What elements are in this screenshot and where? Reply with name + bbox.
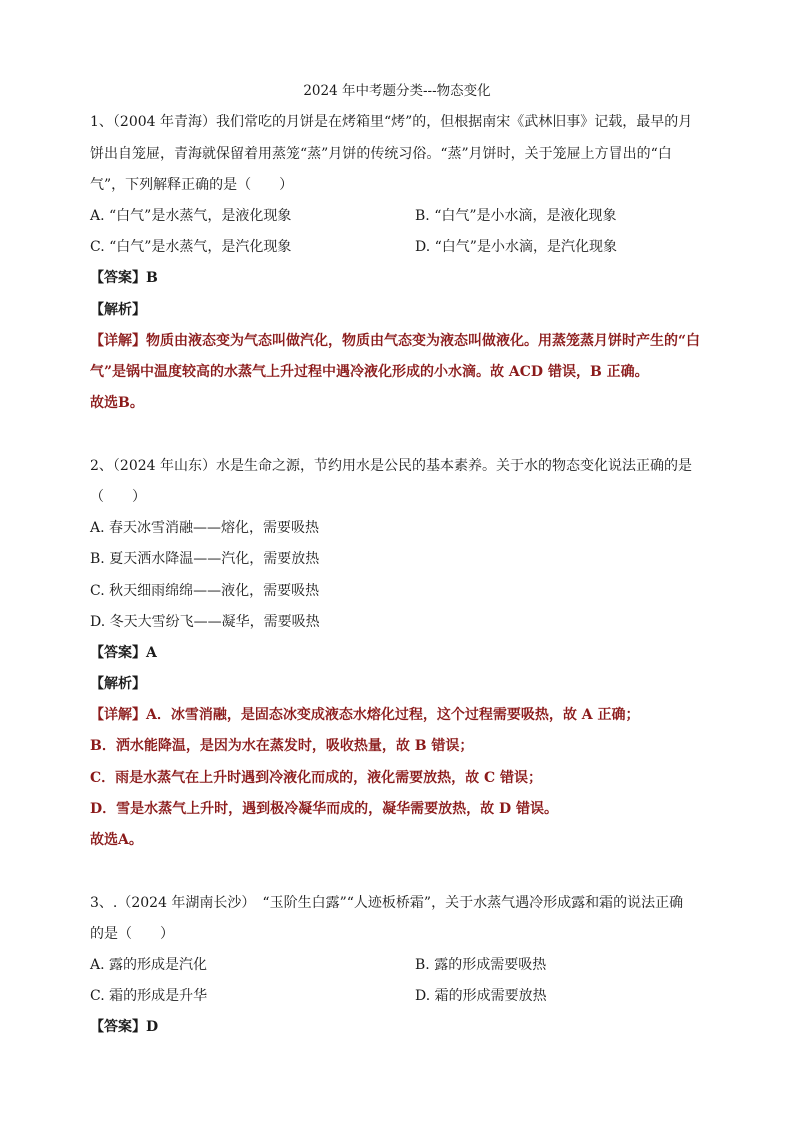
q3-option-c: C. 霜的形成是升华	[90, 988, 208, 1004]
q2-detail-line-4: D．雪是水蒸气上升时，遇到极冷凝华而成的，凝华需要放热，故 D 错误。	[90, 801, 559, 817]
q1-stem-line-3: 气”，下列解释正确的是（ ）	[90, 177, 294, 193]
q1-answer: 【答案】B	[90, 270, 158, 286]
q2-stem-line-1: 2、（2024 年山东）水是生命之源，节约用水是公民的基本素养。关于水的物态变化说法正确的是	[90, 458, 692, 474]
q1-analysis-label: 【解析】	[90, 302, 146, 318]
q1-option-d: D. “白气”是小水滴，是汽化现象	[415, 239, 617, 255]
q2-option-d: D. 冬天大雪纷飞——凝华，需要吸热	[90, 614, 320, 630]
page-title: 2024 年中考题分类---物态变化	[303, 83, 491, 99]
q1-choose: 故选B。	[90, 395, 144, 411]
q1-option-a: A. “白气”是水蒸气，是液化现象	[90, 208, 292, 224]
q2-option-b: B. 夏天洒水降温——汽化，需要放热	[90, 551, 320, 567]
q2-choose: 故选A。	[90, 832, 143, 848]
q2-option-a: A. 春天冰雪消融——熔化，需要吸热	[90, 520, 320, 536]
q3-option-a: A. 露的形成是汽化	[90, 957, 208, 973]
q2-detail-line-3: C．雨是水蒸气在上升时遇到冷液化而成的，液化需要放热，故 C 错误；	[90, 770, 543, 786]
q2-detail-line-2: B．洒水能降温，是因为水在蒸发时，吸收热量，故 B 错误；	[90, 738, 474, 754]
q1-option-b: B. “白气”是小水滴，是液化现象	[415, 208, 617, 224]
q3-option-d: D. 霜的形成需要放热	[415, 988, 547, 1004]
q3-stem-line-2: 的是（ ）	[90, 926, 174, 942]
q1-detail-line-2: 气”是锅中温度较高的水蒸气上升过程中遇冷液化形成的小水滴。故 ACD 错误，B 正确。	[90, 364, 649, 380]
q3-option-b: B. 露的形成需要吸热	[415, 957, 547, 973]
q1-option-c: C. “白气”是水蒸气，是汽化现象	[90, 239, 292, 255]
q1-detail-line-1: 【详解】物质由液态变为气态叫做汽化，物质由气态变为液态叫做液化。用蒸笼蒸月饼时产生的“白	[90, 333, 701, 349]
q3-answer: 【答案】D	[90, 1019, 159, 1035]
q3-stem-line-1: 3、.（2024 年湖南长沙） “玉阶生白露”“人迹板桥霜”，关于水蒸气遇冷形成露和霜的说法正确	[90, 895, 684, 911]
q1-stem-line-1: 1、（2004 年青海）我们常吃的月饼是在烤箱里“烤”的，但根据南宋《武林旧事》记载，最早的月	[90, 114, 693, 130]
q2-stem-line-2: （ ）	[90, 489, 146, 505]
q2-detail-line-1: 【详解】A．冰雪消融，是固态冰变成液态水熔化过程，这个过程需要吸热，故 A 正确；	[90, 707, 640, 723]
q2-option-c: C. 秋天细雨绵绵——液化，需要吸热	[90, 583, 320, 599]
q2-analysis-label: 【解析】	[90, 676, 146, 692]
q1-stem-line-2: 饼出自笼屉，青海就保留着用蒸笼“蒸”月饼的传统习俗。“蒸”月饼时，关于笼屉上方冒出的“白	[90, 146, 672, 162]
q2-answer: 【答案】A	[90, 645, 157, 661]
